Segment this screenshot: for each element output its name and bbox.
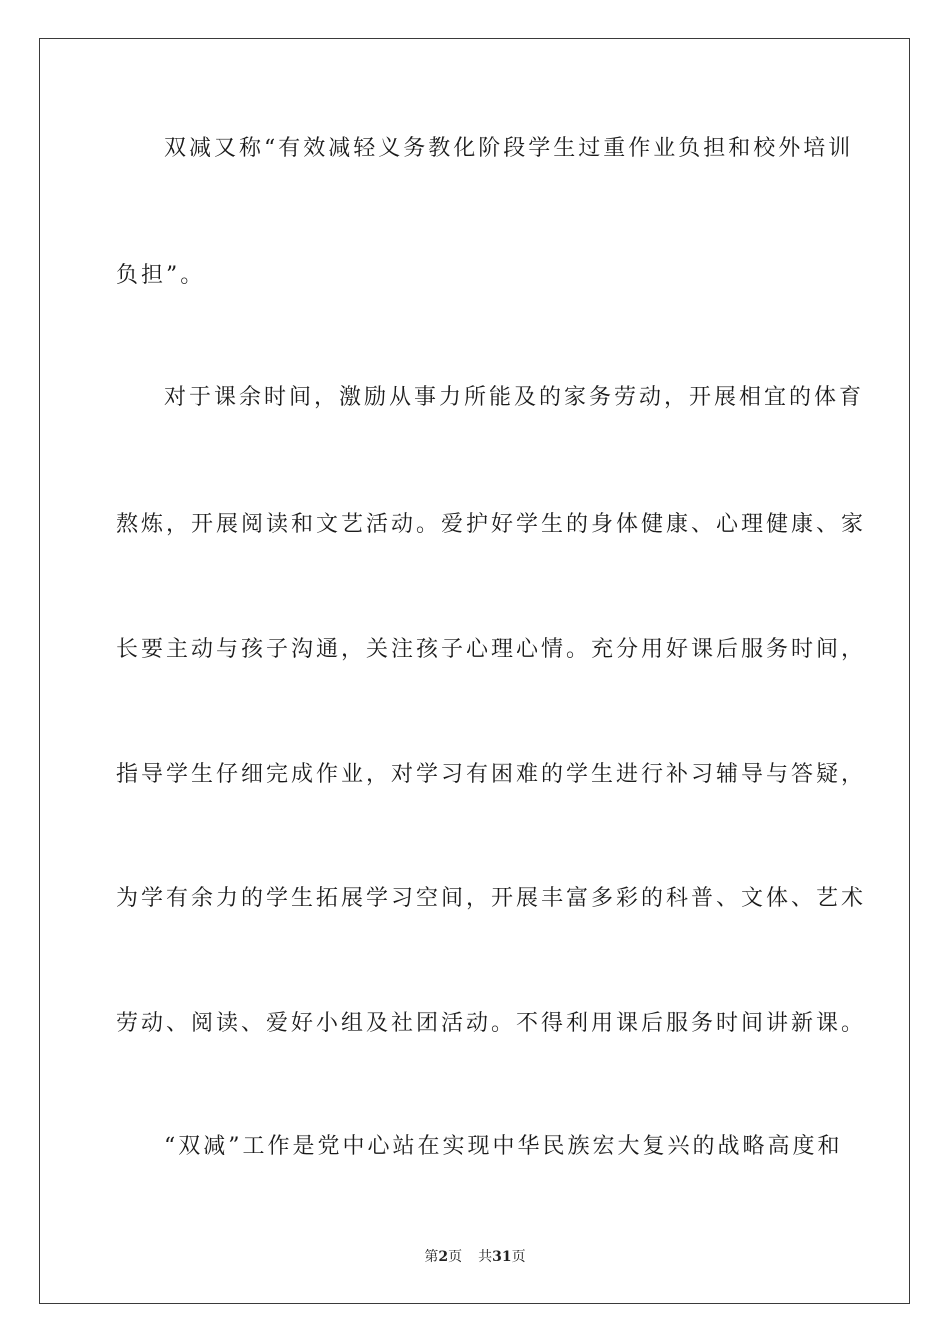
paragraph-2-line-1: 对于课余时间，激励从事力所能及的家务劳动，开展相宜的体育 [164, 385, 865, 410]
paragraph-2-line-5: 为学有余力的学生拓展学习空间，开展丰富多彩的科普、文体、艺术 [116, 886, 867, 911]
page-footer [0, 1248, 950, 1266]
page-prefix: 第 [424, 1249, 439, 1265]
page-suffix: 页 [448, 1249, 463, 1265]
total-suffix: 页 [511, 1249, 526, 1265]
paragraph-2-line-4: 指导学生仔细完成作业，对学习有困难的学生进行补习辅导与答疑， [116, 762, 867, 787]
paragraph-2-line-2: 熬炼，开展阅读和文艺活动。爱护好学生的身体健康、心理健康、家 [116, 512, 867, 537]
total-prefix: 共 [478, 1249, 493, 1265]
paragraph-3-line-1: “双减”工作是党中心站在实现中华民族宏大复兴的战略高度和 [164, 1134, 843, 1159]
page-border [39, 38, 910, 1304]
paragraph-1-line-1: 双减又称“有效减轻义务教化阶段学生过重作业负担和校外培训 [164, 136, 854, 161]
total-pages: 31 [492, 1249, 512, 1265]
paragraph-2-line-3: 长要主动与孩子沟通，关注孩子心理心情。充分用好课后服务时间， [116, 637, 867, 662]
paragraph-1-line-2: 负担”。 [116, 263, 206, 288]
page-number: 2 [438, 1249, 449, 1265]
paragraph-2-line-6: 劳动、阅读、爱好小组及社团活动。不得利用课后服务时间讲新课。 [116, 1011, 867, 1036]
